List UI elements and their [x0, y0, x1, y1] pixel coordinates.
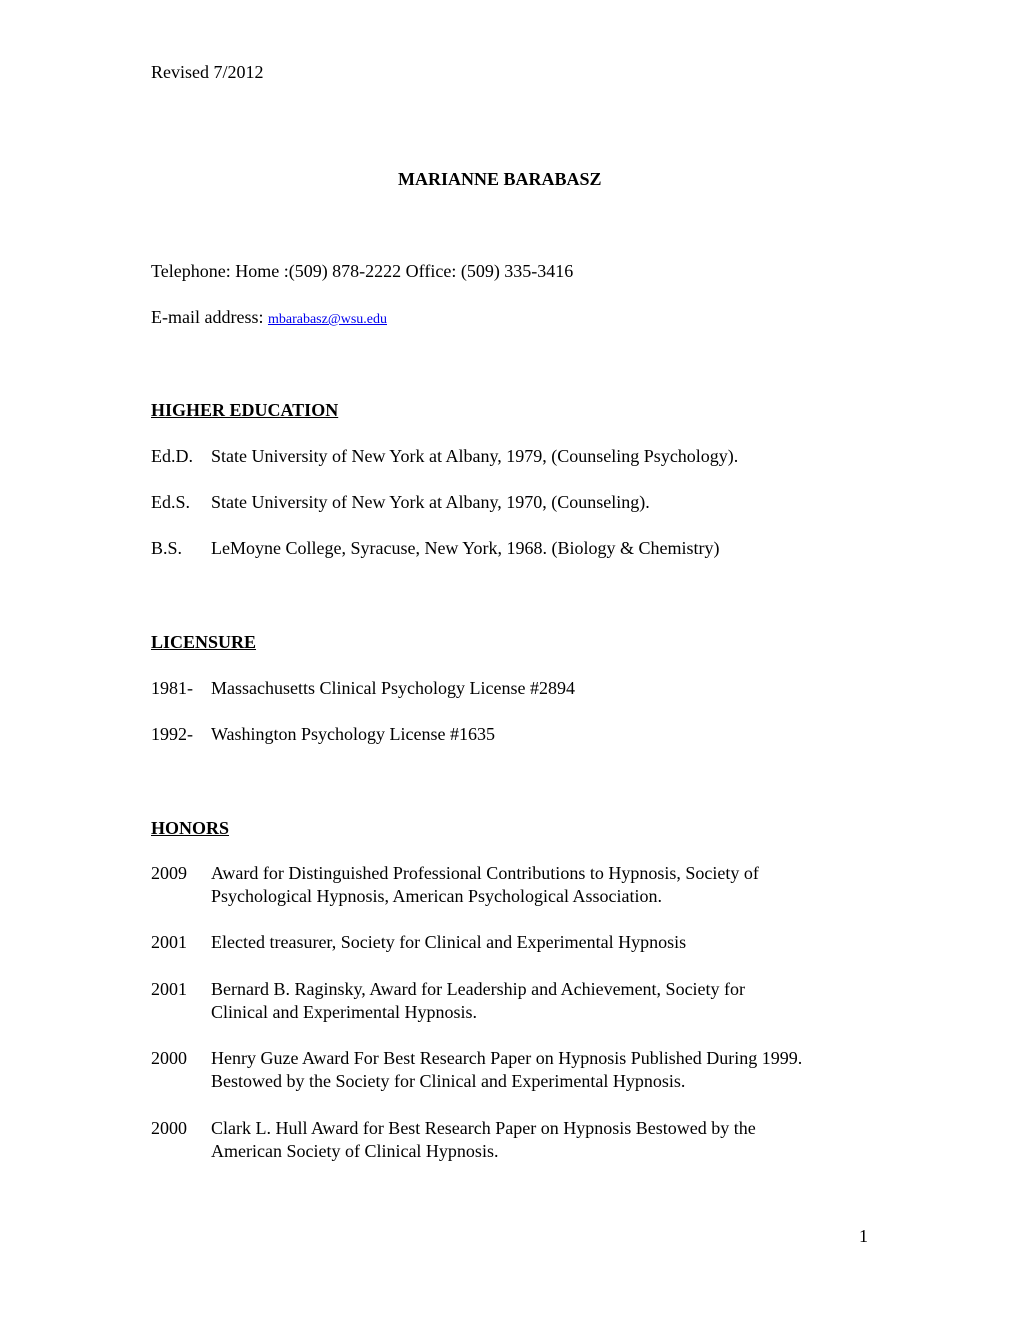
honor-text-line-1: Bernard B. Raginsky, Award for Leadership and Achievement, Society for [211, 979, 746, 999]
education-degree: Ed.D. [151, 446, 193, 466]
honor-text-line-1: Clark L. Hull Award for Best Research Paper on Hypnosis Bestowed by the [211, 1118, 756, 1138]
education-detail: LeMoyne College, Syracuse, New York, 1968. (Biology & Chemistry) [211, 538, 720, 558]
honor-year: 2009 [151, 863, 187, 883]
page-number: 1 [859, 1226, 868, 1246]
education-detail: State University of New York at Albany, 1979, (Counseling Psychology). [211, 446, 739, 466]
honor-year: 2001 [151, 932, 187, 952]
email-line [151, 306, 387, 331]
honor-text-line-2: Bestowed by the Society for Clinical and Experimental Hypnosis. [211, 1071, 686, 1091]
honor-text-line-1: Award for Distinguished Professional Contributions to Hypnosis, Society of [211, 863, 759, 883]
honor-year: 2000 [151, 1118, 187, 1138]
honor-year: 2001 [151, 979, 187, 999]
email-label: E-mail address: [151, 307, 268, 327]
honor-text-line-1: Elected treasurer, Society for Clinical and Experimental Hypnosis [211, 932, 687, 952]
telephone-line: Telephone: Home :(509) 878-2222 Office: (509) 335-3416 [151, 261, 574, 281]
education-heading: HIGHER EDUCATION [151, 400, 339, 420]
honors-heading: HONORS [151, 818, 230, 838]
licensure-detail: Washington Psychology License #1635 [211, 724, 496, 744]
honor-text-line-1: Henry Guze Award For Best Research Paper on Hypnosis Published During 1999. [211, 1048, 803, 1068]
licensure-detail: Massachusetts Clinical Psychology License #2894 [211, 678, 575, 698]
education-detail: State University of New York at Albany, 1970, (Counseling). [211, 492, 650, 512]
revised-date: Revised 7/2012 [151, 62, 264, 82]
honor-text-line-2: American Society of Clinical Hypnosis. [211, 1141, 499, 1161]
honor-year: 2000 [151, 1048, 187, 1068]
honor-text-line-2: Psychological Hypnosis, American Psychological Association. [211, 886, 662, 906]
licensure-year: 1981- [151, 678, 193, 698]
licensure-heading: LICENSURE [151, 632, 257, 652]
honor-text-line-2: Clinical and Experimental Hypnosis. [211, 1002, 477, 1022]
document-title: MARIANNE BARABASZ [398, 169, 602, 189]
licensure-year: 1992- [151, 724, 193, 744]
email-link[interactable]: mbarabasz@wsu.edu [267, 312, 387, 327]
education-degree: B.S. [151, 538, 183, 558]
education-degree: Ed.S. [151, 492, 191, 512]
